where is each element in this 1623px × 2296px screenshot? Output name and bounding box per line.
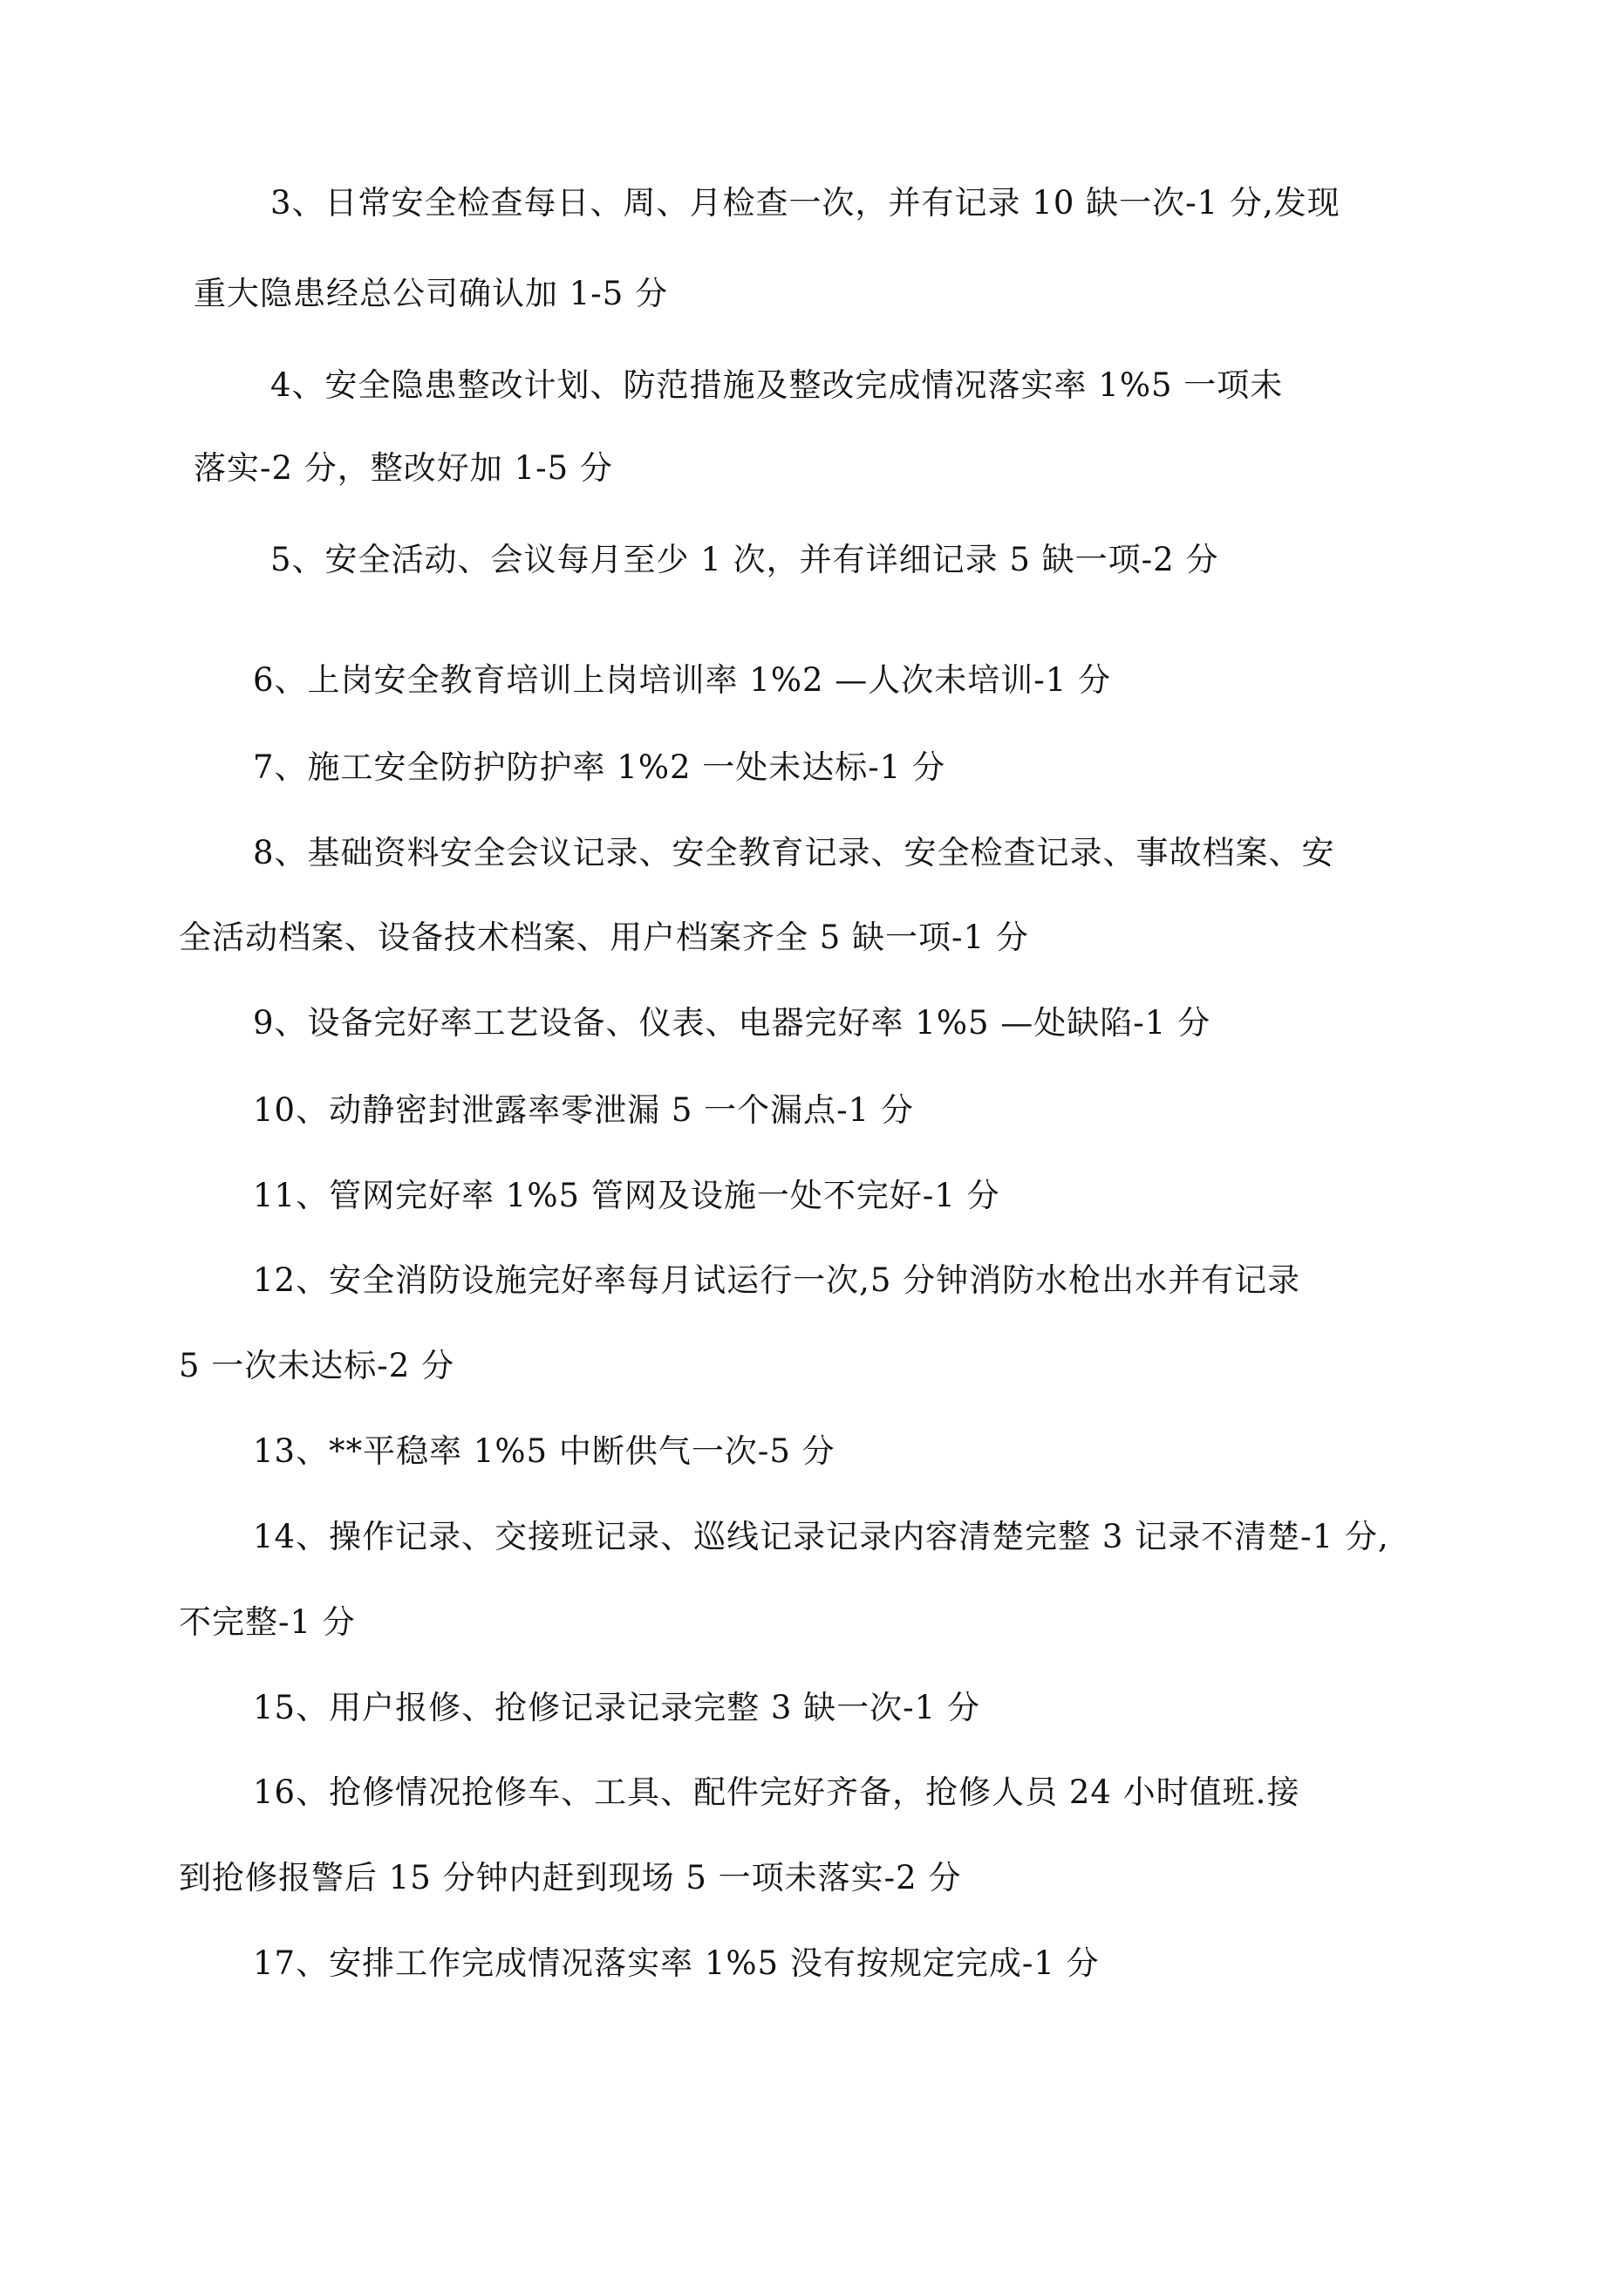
item-16-line-2: 到抢修报警后 15 分钟内赶到现场 5 一项未落实-2 分 — [179, 1859, 962, 1896]
item-12-line-1: 12、安全消防设施完好率每月试运行一次,5 分钟消防水枪出水并有记录 — [253, 1261, 1301, 1299]
item-14-line-2: 不完整-1 分 — [179, 1603, 356, 1641]
item-17-line: 17、安排工作完成情况落实率 1%5 没有按规定完成-1 分 — [253, 1944, 1100, 1982]
item-4-line-2: 落实-2 分，整改好加 1-5 分 — [194, 449, 613, 487]
item-4-line-1: 4、安全隐患整改计划、防范措施及整改完成情况落实率 1%5 一项未 — [270, 366, 1284, 404]
item-8-line-2: 全活动档案、设备技术档案、用户档案齐全 5 缺一项-1 分 — [179, 919, 1029, 956]
item-3-line-1: 3、日常安全检查每日、周、月检查一次，并有记录 10 缺一次-1 分,发现 — [270, 184, 1340, 222]
item-3-line-2: 重大隐患经总公司确认加 1-5 分 — [194, 275, 669, 312]
item-6-line: 6、上岗安全教育培训上岗培训率 1%2 —人次未培训-1 分 — [253, 661, 1112, 699]
item-11-line: 11、管网完好率 1%5 管网及设施一处不完好-1 分 — [253, 1177, 1000, 1214]
item-15-line: 15、用户报修、抢修记录记录完整 3 缺一次-1 分 — [253, 1689, 980, 1726]
item-5-line: 5、安全活动、会议每月至少 1 次，并有详细记录 5 缺一项-2 分 — [270, 541, 1219, 578]
item-12-line-2: 5 一次未达标-2 分 — [179, 1347, 455, 1384]
item-16-line-1: 16、抢修情况抢修车、工具、配件完好齐备，抢修人员 24 小时值班.接 — [253, 1773, 1300, 1811]
item-13-line: 13、**平稳率 1%5 中断供气一次-5 分 — [253, 1432, 835, 1470]
item-14-line-1: 14、操作记录、交接班记录、巡线记录记录内容清楚完整 3 记录不清楚-1 分, — [253, 1518, 1389, 1555]
item-10-line: 10、动静密封泄露率零泄漏 5 一个漏点-1 分 — [253, 1091, 914, 1129]
item-8-line-1: 8、基础资料安全会议记录、安全教育记录、安全检查记录、事故档案、安 — [253, 834, 1335, 871]
item-9-line: 9、设备完好率工艺设备、仪表、电器完好率 1%5 —处缺陷-1 分 — [253, 1004, 1211, 1042]
item-7-line: 7、施工安全防护防护率 1%2 一处未达标-1 分 — [253, 748, 946, 786]
